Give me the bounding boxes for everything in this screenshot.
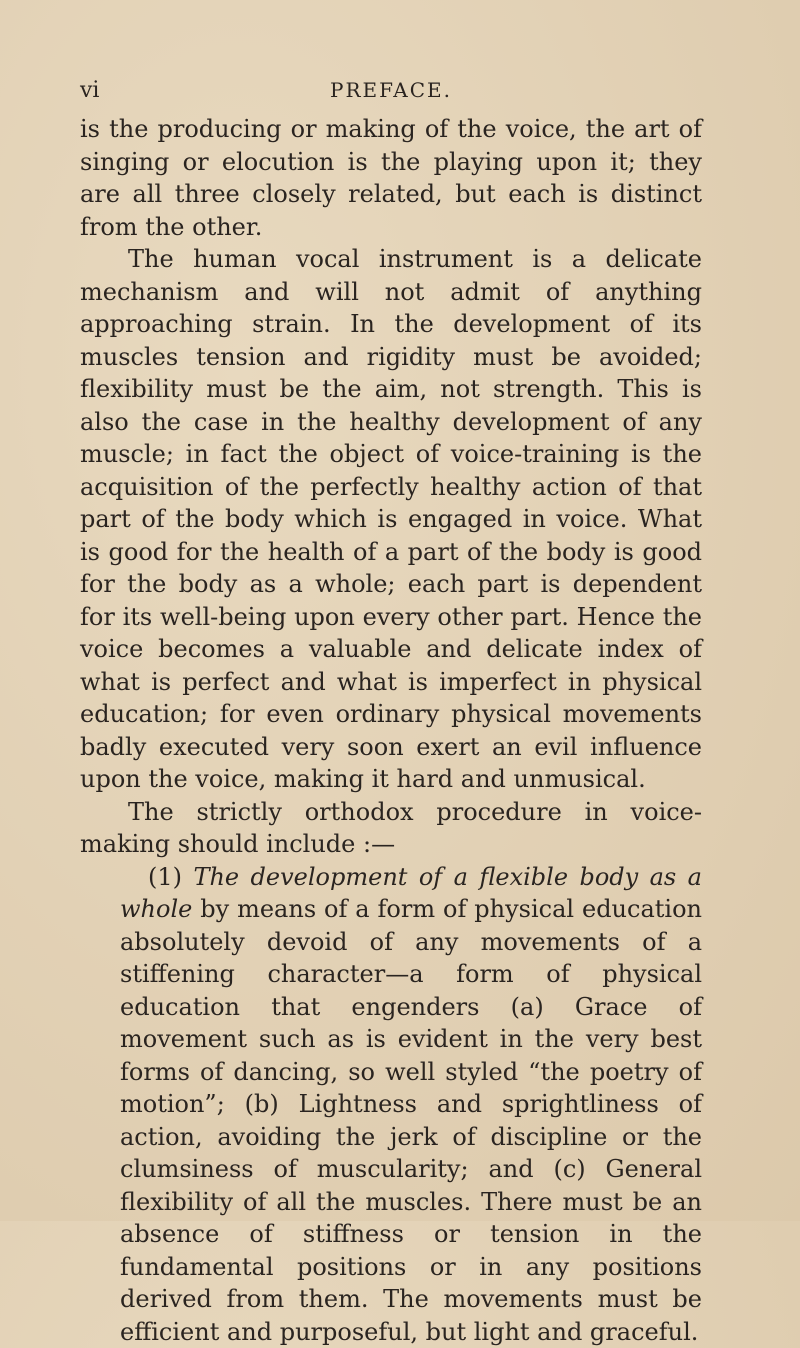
list-heading: The development of a flexible body as a whole (120, 863, 702, 924)
running-head (80, 70, 680, 110)
running-title: PREFACE. (330, 78, 452, 102)
list-number: (1) (148, 863, 182, 891)
page-number: vi (80, 78, 99, 103)
paragraph-continued: is the producing or making of the voice, the art of singing or elocution is the playing upon it; they are all three closely related, but each is distinct from the other. (80, 113, 702, 243)
paragraph-procedure: The strictly orthodox procedure in voice-making should include :— (80, 796, 702, 861)
page-body (80, 113, 702, 1348)
list-text: by means of a form of physical education absolutely devoid of any movements of a stiffening character—a form of physical education that engenders (a) Grace of movement such as is evident in the very best forms of dancing, so well styled “the poetry of motion”; (b) Lightness and sprightliness of action, avoiding the jerk of discipline or the clumsiness of muscularity; and (c) General flexibility of all the muscles. There must be an absence of stiffness or tension in the fundamental positions or in any positions derived from them. The movements must be efficient and purposeful, but light and graceful. (120, 895, 702, 1346)
list-item-1 (120, 861, 702, 1348)
paragraph-vocal-instrument: The human vocal instrument is a delicate mechanism and will not admit of anything approaching strain. In the development of its muscles tension and rigidity must be avoided; flexibility must be the aim, not strength. This is also the case in the healthy development of any muscle; in fact the object of voice-training is the acquisition of the perfectly healthy action of that part of the body which is engaged in voice. What is good for the health of a part of the body is good for the body as a whole; each part is dependent for its well-being upon every other part. Hence the voice becomes a valuable and delicate index of what is perfect and what is imperfect in physical education; for even ordinary physical movements badly executed very soon exert an evil influence upon the voice, making it hard and unmusical. (80, 243, 702, 796)
